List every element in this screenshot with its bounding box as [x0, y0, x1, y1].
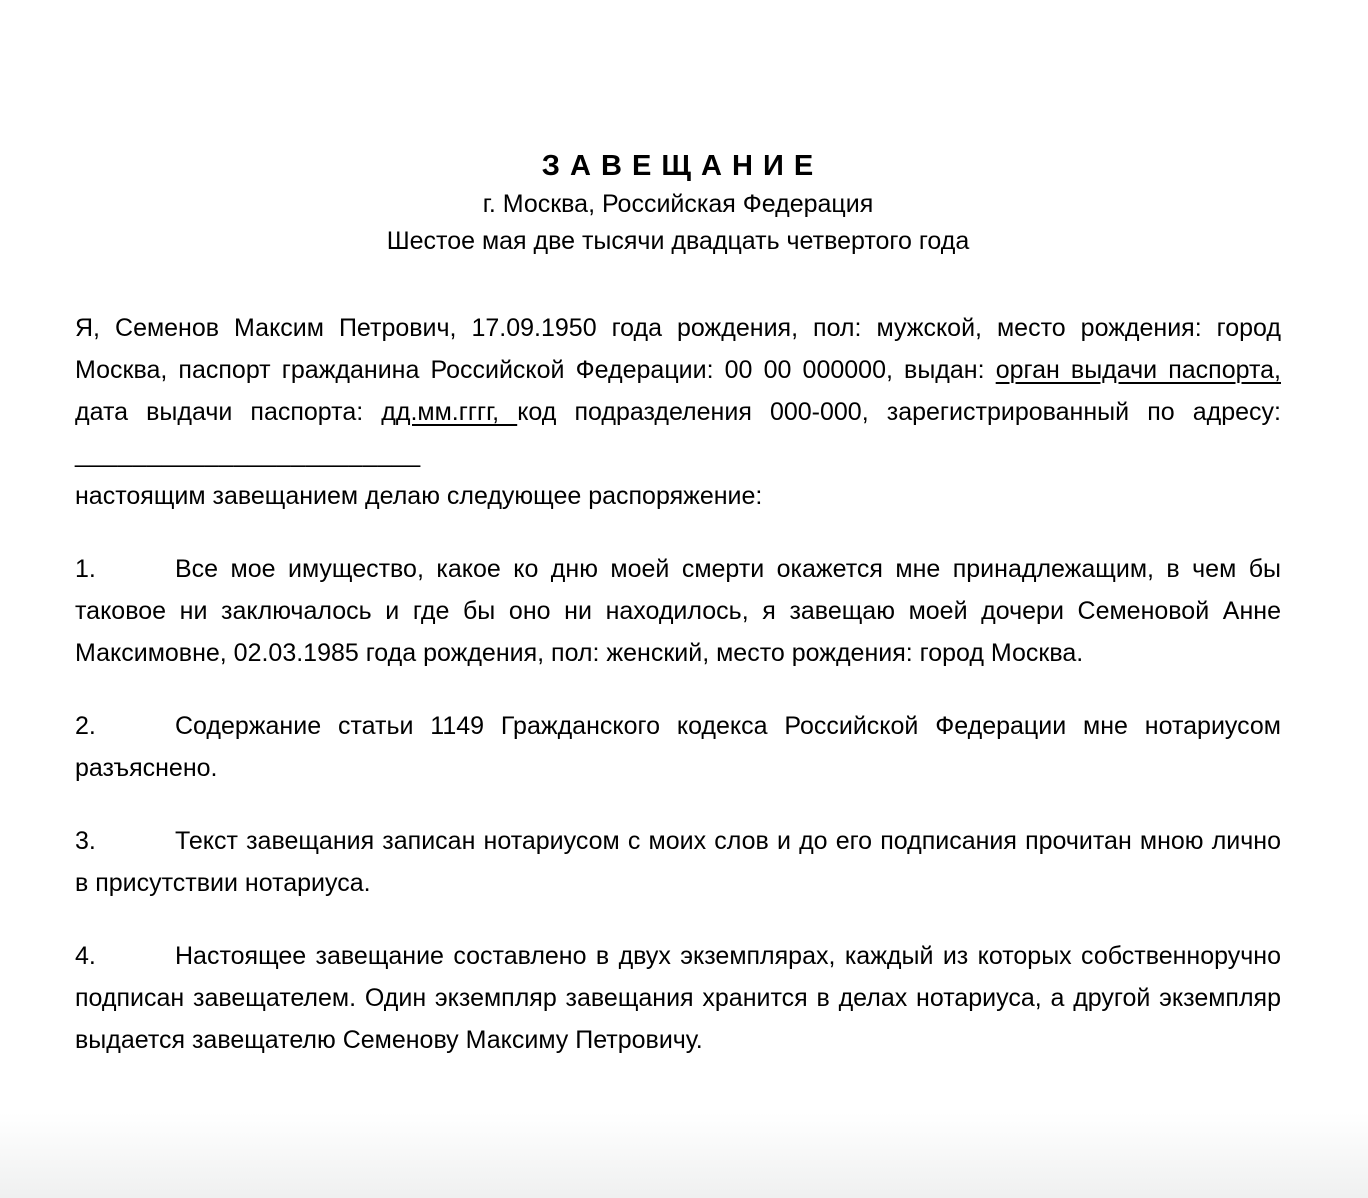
- clause-1-bequest: [75, 548, 1281, 674]
- testator-intro-paragraph: [75, 307, 1281, 475]
- clause-2-article-1149: [75, 705, 1281, 789]
- intro-text-division-code: код подразделения 000-000, зарегистрированный по адресу:: [517, 398, 1281, 426]
- intro-closing-line: настоящим завещанием делаю следующее распоряжение:: [75, 482, 763, 510]
- document-body: [75, 307, 1281, 1061]
- clause-3-text: Текст завещания записан нотариусом с моих слов и до его подписания прочитан мною лично в присутствии нотариуса.: [75, 827, 1281, 897]
- clause-4-copies: [75, 935, 1281, 1061]
- passport-issuer-placeholder: орган выдачи паспорта,: [995, 356, 1281, 384]
- page-bottom-shadow: [0, 1113, 1368, 1198]
- document-header: [75, 146, 1281, 260]
- clause-1-number: 1.: [75, 555, 96, 583]
- clause-4-text: Настоящее завещание составлено в двух экземплярах, каждый из которых собственноручно подписан завещателем. Один экземпляр завещания хранится в делах нотариуса, а другой экземпляр выдается завещателю Семенову Максиму Петровичу.: [75, 942, 1281, 1054]
- document-place-line: г. Москва, Российская Федерация: [482, 190, 874, 218]
- document-date-line: Шестое мая две тысячи двадцать четвертого года: [386, 227, 970, 255]
- document-title: З А В Е Щ А Н И Е: [541, 150, 815, 182]
- clause-2-number: 2.: [75, 712, 96, 740]
- clause-3-notary-record: [75, 820, 1281, 904]
- clause-2-text: Содержание статьи 1149 Гражданского кодекса Российской Федерации мне нотариусом разъяснено.: [75, 712, 1281, 782]
- clause-4-number: 4.: [75, 942, 96, 970]
- address-blank-line: ________________________: [75, 440, 421, 468]
- clause-1-text: Все мое имущество, какое ко дню моей смерти окажется мне принадлежащим, в чем бы таковое ни заключалось и где бы оно ни находилось, я завещаю моей дочери Семеновой Анне Максимовне, 02.03.1985 года рождения, пол: женский, место рождения: город Москва.: [75, 555, 1281, 667]
- intro-text-identity: Я, Семенов Максим Петрович, 17.09.1950 года рождения, пол: мужской, место рождения: город Москва, паспорт гражданина Российской Федерации: 00 00 000000, выдан:: [75, 314, 1281, 384]
- passport-date-placeholder: дд.мм.гггг,: [381, 398, 518, 426]
- clause-3-number: 3.: [75, 827, 96, 855]
- intro-text-issue-date-label: дата выдачи паспорта:: [75, 398, 382, 426]
